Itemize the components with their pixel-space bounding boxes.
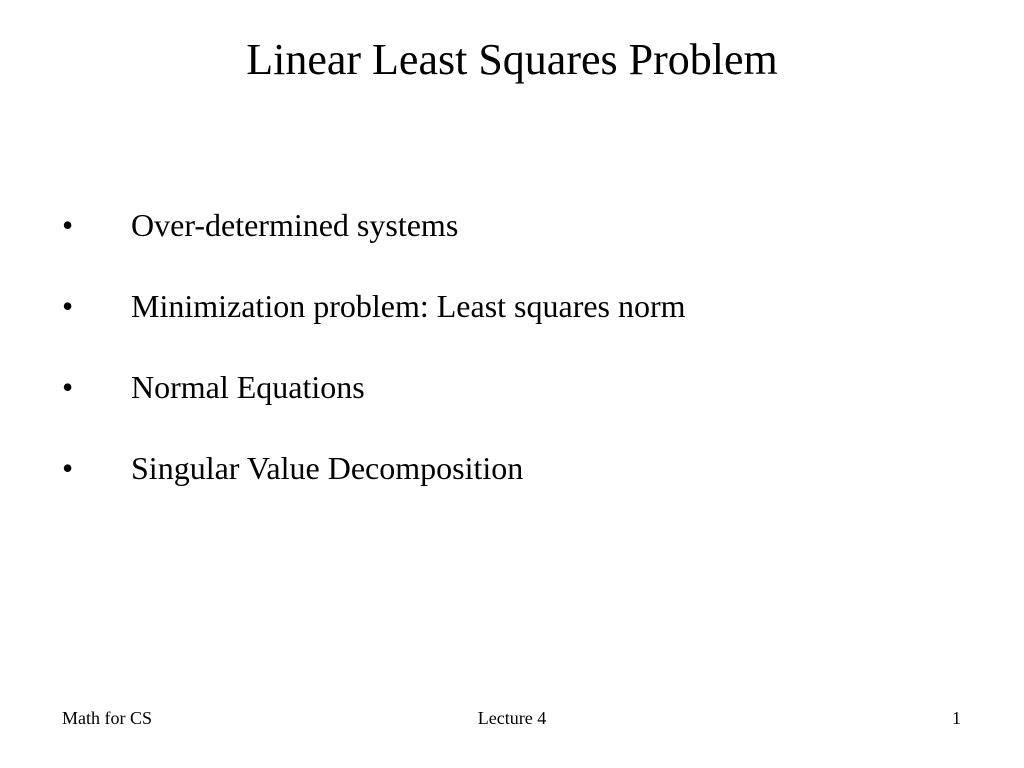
slide-title: Linear Least Squares Problem [246, 35, 778, 84]
bullet-item [0, 362, 1024, 443]
bullet-text: Singular Value Decomposition [131, 450, 524, 486]
bullet-marker: • [62, 207, 74, 243]
bullet-list [0, 200, 1024, 524]
bullet-marker: • [62, 450, 74, 486]
bullet-text: Normal Equations [131, 369, 365, 405]
bullet-text: Over-determined systems [131, 207, 459, 243]
bullet-item [0, 443, 1024, 524]
footer-course-name: Math for CS [62, 708, 152, 728]
bullet-marker: • [62, 288, 74, 324]
footer-lecture-label: Lecture 4 [477, 708, 547, 728]
bullet-text: Minimization problem: Least squares norm [131, 288, 686, 324]
bullet-item [0, 281, 1024, 362]
footer-page-number: 1 [952, 708, 961, 728]
bullet-marker: • [62, 369, 74, 405]
bullet-item [0, 200, 1024, 281]
